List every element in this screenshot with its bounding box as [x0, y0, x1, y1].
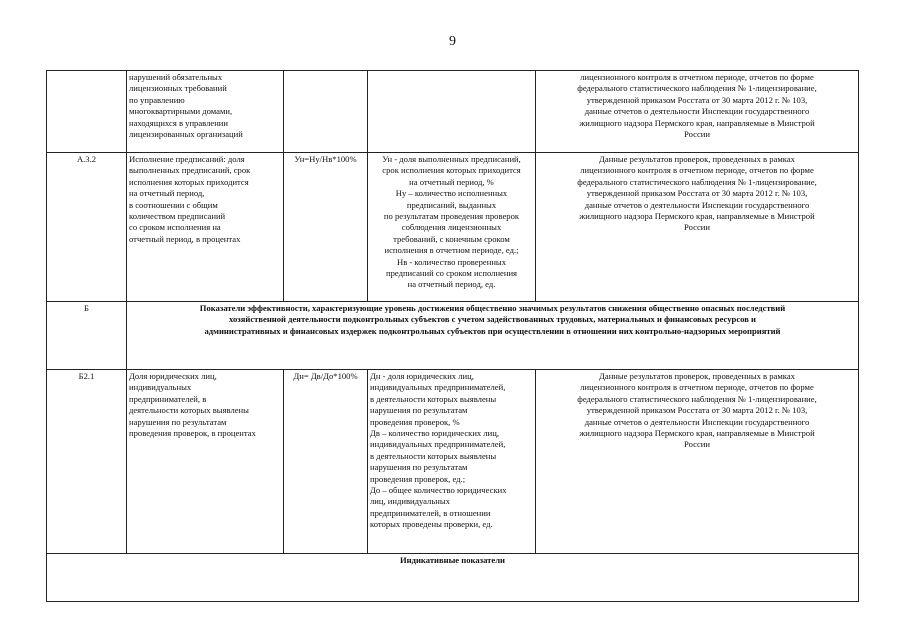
- row-code: А.3.2: [47, 153, 127, 302]
- indicative-row: [47, 554, 859, 602]
- section-b-title: Показатели эффективности, характеризующие уровень достижения общественно значимых результатов снижения общественно опасных последствий хозяйственной деятельности подконтрольных субъектов с учетом задействованных трудовых, материальных и финансовых ресурсов и административных и финансовых издержек подконтрольных субъектов при осуществлении в отношении них контрольно-надзорных мероприятий: [127, 302, 859, 370]
- indicator-source: Данные результатов проверок, проведенных в рамках лицензионного контроля в отчетном периоде, отчетов по форме федерального статистического наблюдения № 1-лицензирование, утвержденной приказом Росстата от 30 марта 2012 г. № 103, данные отчетов о деятельности Инспекции государственного жилищного надзора Пермского края, направляемые в Минстрой России: [536, 153, 859, 302]
- row-code: Б2.1: [47, 370, 127, 554]
- table-row: [47, 153, 859, 302]
- indicator-formula: [284, 71, 368, 153]
- indicator-formula: Ун=Ну/Нв*100%: [284, 153, 368, 302]
- section-code: Б: [47, 302, 127, 370]
- indicator-formula: Дн= Дв/До*100%: [284, 370, 368, 554]
- indicators-table: [46, 70, 859, 602]
- indicator-definition: Дн - доля юридических лиц, индивидуальных предпринимателей, в деятельности которых выявлены нарушения по результатам проведения проверок, % Дв – количество юридических лиц, индивидуальных предпринимателей, в деятельности которых выявлены нарушения по результатам проведения проверок, ед.; До – общее количество юридических лиц, индивидуальных предпринимателей, в отношении которых проведены проверки, ед.: [368, 370, 536, 554]
- indicator-source: лицензионного контроля в отчетном периоде, отчетов по форме федерального статистического наблюдения № 1-лицензирование, утвержденной приказом Росстата от 30 марта 2012 г. № 103, данные отчетов о деятельности Инспекции государственного жилищного надзора Пермского края, направляемые в Минстрой России: [536, 71, 859, 153]
- row-code: [47, 71, 127, 153]
- indicator-name: Исполнение предписаний: доля выполненных предписаний, срок исполнения которых приходится на отчетный период, в соотношении с общим количеством предписаний со сроком исполнения на отчетный период, в процентах: [127, 153, 284, 302]
- indicative-title: Индикативные показатели: [47, 554, 859, 602]
- page-number: 9: [449, 34, 456, 49]
- indicator-definition: Ун - доля выполненных предписаний, срок исполнения которых приходится на отчетный период, % Ну – количество исполненных предписаний, выданных по результатам проведения проверок соблюдения лицензионных требований, с конечным сроком исполнения в отчетном периоде, ед.; Нв - количество проверенных предписаний со сроком исполнения на отчетный период, ед.: [368, 153, 536, 302]
- indicator-definition: [368, 71, 536, 153]
- table-row: [47, 370, 859, 554]
- indicator-name: Доля юридических лиц, индивидуальных предпринимателей, в деятельности которых выявлены нарушения по результатам проведения проверок, в процентах: [127, 370, 284, 554]
- indicator-name: нарушений обязательных лицензионных требований по управлению многоквартирными домами, находящихся в управлении лицензированных организаций: [127, 71, 284, 153]
- table-row: [47, 71, 859, 153]
- indicator-source: Данные результатов проверок, проведенных в рамках лицензионного контроля в отчетном периоде, отчетов по форме федерального статистического наблюдения № 1-лицензирование, утвержденной приказом Росстата от 30 марта 2012 г. № 103, данные отчетов о деятельности Инспекции государственного жилищного надзора Пермского края, направляемые в Минстрой России: [536, 370, 859, 554]
- section-b-row: [47, 302, 859, 370]
